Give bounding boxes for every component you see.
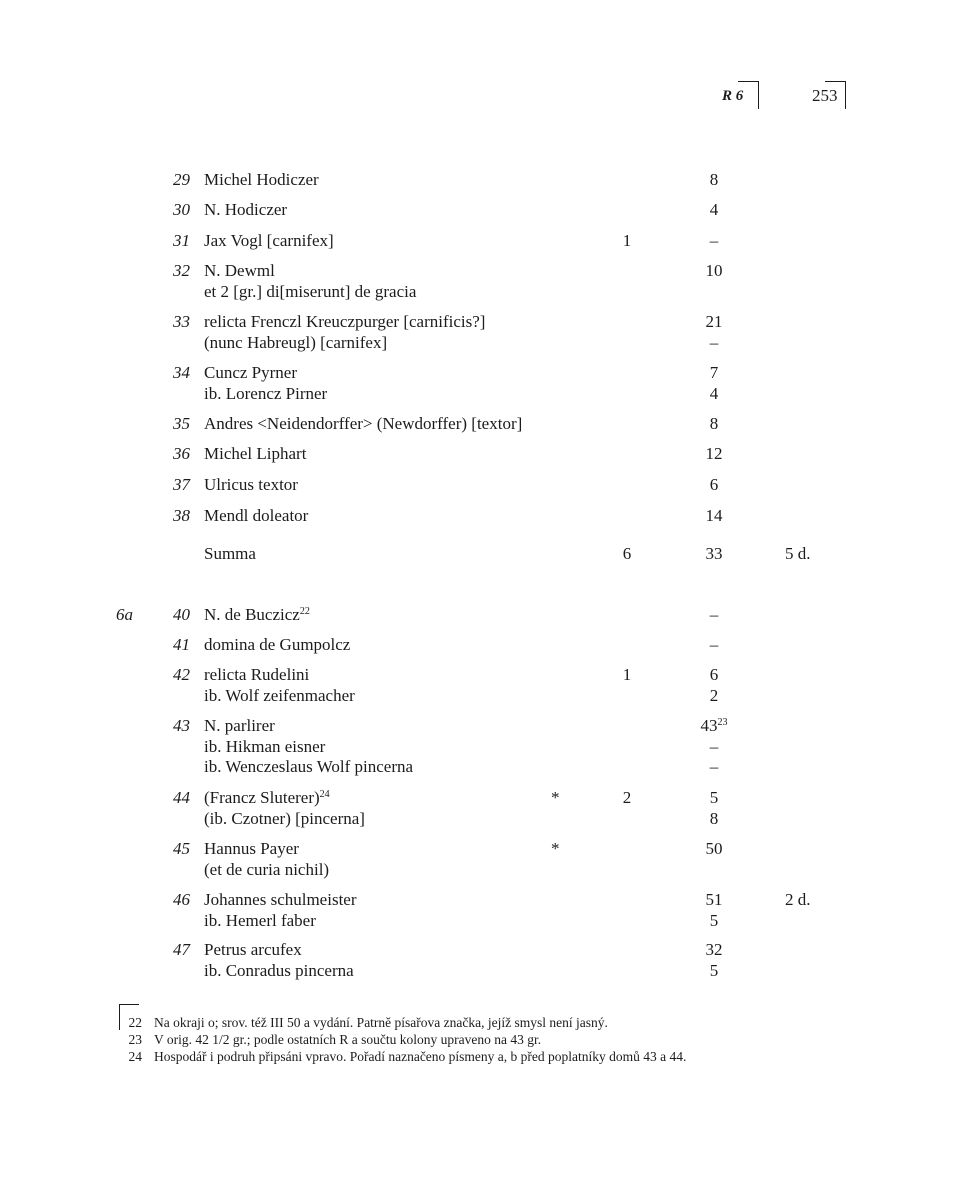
footnote [0,1031,960,1048]
name-line: ib. Wolf zeifenmacher [204,685,355,705]
name-line: (ib. Czotner) [pincerna] [204,808,365,828]
sexagenae-value: 2 [622,788,632,807]
margin-note: 6a [116,605,133,624]
grossi-value: 5 [709,788,719,807]
footnote-number: 23 [128,1032,142,1047]
denarii-value: 5 d. [785,544,811,563]
entry-names [204,444,306,465]
grossi-value: 2 [709,685,719,705]
grossi-value: 8 [709,170,719,189]
name-line: ib. Hemerl faber [204,910,316,930]
entry-names [204,544,256,565]
name-line: domina de Gumpolcz [204,635,351,654]
entry-number: 47 [173,940,190,959]
grossi-values [692,716,736,778]
grossi-value: 32 [705,940,723,959]
footnote-text: V orig. 42 1/2 gr.; podle ostatních R a součtu kolony upraveno na 43 gr. [154,1032,542,1047]
footnote [0,1014,960,1031]
grossi-value: 33 [705,544,723,563]
footnote-ref: 23 [717,717,728,728]
entry-names [204,170,319,191]
grossi-value: 5 [709,910,719,930]
name-line: (Francz Sluterer)$^{24}$ [204,788,330,807]
grossi-values [692,506,736,527]
grossi-values [692,788,736,829]
grossi-values [692,231,736,252]
name-line: Michel Liphart [204,444,307,463]
name-line: ib. Wenczeslaus Wolf pincerna [204,757,414,776]
grossi-value: 4 [709,383,719,403]
name-line: ib. Conradus pincerna [204,960,354,980]
grossi-value: $43^{23}$ [700,716,728,735]
grossi-value: 4 [709,200,719,219]
grossi-values [692,444,736,465]
entry-number: 44 [173,788,190,807]
grossi-value: 6 [709,665,719,684]
grossi-values [692,312,736,353]
name-line: Hannus Payer [204,839,299,858]
grossi-values [692,605,736,626]
entry-number: 46 [173,890,190,909]
entry-number: 42 [173,665,190,684]
grossi-value: – [709,736,719,756]
grossi-values [692,665,736,706]
name-line: Petrus arcufex [204,940,302,959]
entry-number: 35 [173,414,190,433]
name-line: Johannes schulmeister [204,890,357,909]
entry-number: 31 [173,231,190,250]
name-line: ib. Lorencz Pirner [204,383,328,403]
grossi-values [692,890,736,931]
footnotes [0,1014,960,1065]
page-number: 253 [812,86,838,105]
name-line: Cuncz Pyrner [204,363,298,382]
grossi-values [692,839,736,860]
grossi-values [692,635,736,656]
name-line: ib. Hikman eisner [204,736,326,756]
entry-names [204,506,308,527]
footnote-text: Na okraji o; srov. též III 50 a vydání. Patrně písařova značka, jejíž smysl není jasný. [154,1015,608,1030]
footnote-ref: 22 [299,606,310,617]
grossi-value: 51 [705,890,723,909]
entry-number: 29 [173,170,190,189]
grossi-value: 14 [705,506,723,525]
name-line: N. Dewml [204,261,275,280]
name-line: N. parlirer [204,716,275,735]
grossi-value: – [709,231,719,250]
entry-number: 32 [173,261,190,280]
entry-number: 41 [173,635,190,654]
grossi-values [692,200,736,221]
name-line: Michel Hodiczer [204,170,319,189]
entry-names [204,363,327,404]
grossi-value: 10 [705,261,723,280]
entry-number: 30 [173,200,190,219]
grossi-values [692,261,736,302]
grossi-values [692,414,736,435]
sexagenae-value: 1 [622,665,632,684]
entry-names [204,475,298,496]
name-line: Andres <Neidendorffer> (Newdorffer) [textor] [204,414,523,433]
name-line: relicta Frenczl Kreuczpurger [carnificis?] [204,312,486,331]
entry-number: 43 [173,716,190,735]
entry-names [204,890,357,931]
grossi-value: – [709,757,719,776]
denarii-value: 2 d. [785,890,811,909]
name-line: Ulricus textor [204,475,298,494]
entry-number: 36 [173,444,190,463]
grossi-value: – [709,605,719,624]
entry-number: 45 [173,839,190,858]
grossi-values [692,170,736,191]
name-line: (nunc Habreugl) [carnifex] [204,332,388,352]
footnote-text: Hospodář i podruh připsáni vpravo. Pořadí naznačeno písmeny a, b před poplatníky domů 43 a 44. [154,1049,687,1064]
name-line: Summa [204,544,256,563]
entry-number: 40 [173,605,190,624]
entry-names [204,839,329,880]
name-line: N. Hodiczer [204,200,288,219]
grossi-value: 7 [709,363,719,382]
name-line: Mendl doleator [204,506,309,525]
asterisk-mark: * [551,839,560,858]
name-line: (et de curia nichil) [204,859,330,879]
sexagenae-value: 1 [622,231,632,250]
entry-names [204,605,310,626]
entry-number: 33 [173,312,190,331]
entry-names [204,665,355,706]
footnote-number: 22 [128,1015,142,1030]
grossi-value: – [709,635,719,654]
entry-names [204,231,334,252]
entry-names [204,716,413,778]
footnote-ref: 24 [319,789,330,800]
asterisk-mark: * [551,788,560,807]
header-corner-mark [825,81,846,109]
grossi-value: 8 [709,808,719,828]
entry-number: 38 [173,506,190,525]
grossi-value: 12 [705,444,723,463]
grossi-values [692,475,736,496]
entry-names [204,940,354,981]
grossi-values [692,940,736,981]
grossi-values [692,544,736,565]
grossi-value: 5 [709,960,719,980]
section-label: R 6 [722,88,744,104]
entry-names [204,635,350,656]
grossi-value: 8 [709,414,719,433]
entry-number: 34 [173,363,190,382]
name-line: Jax Vogl [carnifex] [204,231,334,250]
name-line: N. de Buczicz$^{22}$ [204,605,310,624]
grossi-value: – [709,332,719,352]
grossi-value: 6 [709,475,719,494]
entry-names [204,414,522,435]
grossi-value [692,282,736,303]
entry-number: 37 [173,475,190,494]
footnote [0,1048,960,1065]
entry-names [204,312,485,353]
name-line: et 2 [gr.] di[miserunt] de gracia [204,281,417,301]
name-line: relicta Rudelini [204,665,310,684]
entry-names [204,200,287,221]
footnote-number: 24 [128,1049,142,1064]
sexagenae-value: 6 [622,544,632,563]
grossi-values [692,363,736,404]
header-corner-mark [738,81,759,109]
entry-names [204,788,365,829]
entry-names [204,261,416,302]
grossi-value: 21 [705,312,723,331]
grossi-value: 50 [705,839,723,858]
